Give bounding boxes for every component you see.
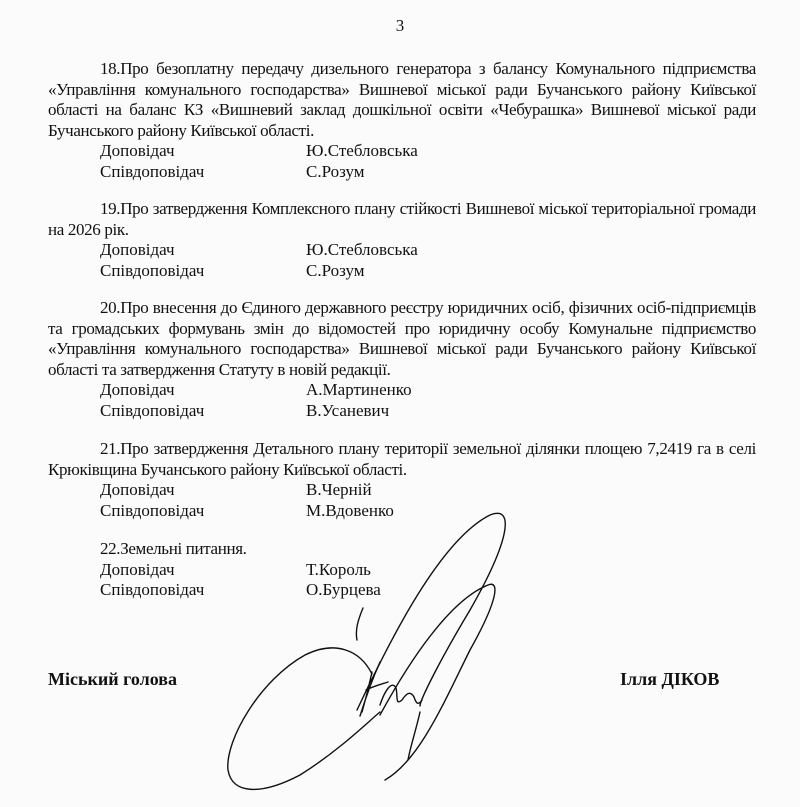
speaker-name: А.Мартиненко	[306, 380, 412, 399]
speaker-label: Доповідач	[100, 380, 175, 399]
speaker-label: Доповідач	[100, 141, 175, 160]
speaker-label: Доповідач	[100, 559, 175, 579]
co-speaker-row	[48, 501, 756, 522]
agenda-item-text: 21.Про затвердження Детального плану території земельної ділянки площею 7,2419 га в селі Крюківщина Бучанського району Київської області.	[48, 439, 756, 479]
agenda-item-22	[48, 539, 756, 601]
speaker-name: Ю.Стебловська	[306, 240, 418, 259]
agenda-item-text: 20.Про внесення до Єдиного державного реєстру юридичних осіб, фізичних осіб-підприємців та громадських формувань змін до відомостей про юридичну особу Комунальне підприємство «Управління комунального господарства» Вишневої міської ради Бучанського району Київської області та затвердження Статуту в новій редакції.	[48, 298, 756, 379]
page-number: 3	[395, 16, 405, 35]
co-speaker-row	[48, 261, 756, 282]
speaker-label: Доповідач	[100, 240, 175, 259]
co-speaker-name: М.Вдовенко	[306, 500, 394, 520]
signature-stroke	[356, 608, 363, 640]
agenda-item-21	[48, 439, 756, 521]
agenda-item-18	[48, 59, 756, 182]
signature-stroke	[360, 662, 388, 716]
co-speaker-row	[48, 162, 756, 183]
agenda-item-text: 22.Земельні питання.	[100, 539, 247, 558]
co-speaker-label: Співдоповідач	[100, 400, 205, 420]
speaker-label: Доповідач	[100, 480, 175, 499]
speaker-name: Ю.Стебловська	[306, 141, 418, 160]
agenda-item-text: 19.Про затвердження Комплексного плану стійкості Вишневої міської територіальної громади на 2026 рік.	[48, 199, 756, 239]
speaker-row	[48, 480, 756, 501]
agenda-item-20	[48, 298, 756, 421]
signatory-name: Ілля ДІКОВ	[620, 669, 720, 689]
co-speaker-label: Співдоповідач	[100, 500, 205, 520]
signature-stroke	[380, 584, 495, 780]
signature-loop	[228, 648, 380, 790]
co-speaker-name: С.Розум	[306, 260, 365, 280]
signature-stroke	[408, 712, 420, 760]
co-speaker-label: Співдоповідач	[100, 580, 205, 599]
co-speaker-name: С.Розум	[306, 161, 365, 181]
speaker-row	[48, 141, 756, 162]
speaker-row	[48, 380, 756, 401]
co-speaker-row	[48, 580, 756, 601]
speaker-row	[48, 560, 756, 581]
co-speaker-name: В.Усаневич	[306, 400, 390, 420]
speaker-row	[48, 240, 756, 261]
speaker-name: В.Черній	[306, 480, 372, 499]
signatory-title: Міський голова	[48, 669, 177, 689]
co-speaker-label: Співдоповідач	[100, 260, 205, 280]
agenda-item-text: 18.Про безоплатну передачу дизельного генератора з балансу Комунального підприємства «Управління комунального господарства» Вишневої міської ради Бучанського району Київської області на баланс КЗ «Вишневий заклад дошкільної освіти «Чебурашка» Вишневої міської ради Бучанського району Київської області.	[48, 59, 756, 140]
co-speaker-row	[48, 401, 756, 422]
speaker-name: Т.Король	[306, 559, 371, 579]
co-speaker-name: О.Бурцева	[306, 580, 381, 599]
agenda-item-19	[48, 199, 756, 281]
co-speaker-label: Співдоповідач	[100, 161, 205, 181]
signature-stroke	[380, 685, 422, 705]
